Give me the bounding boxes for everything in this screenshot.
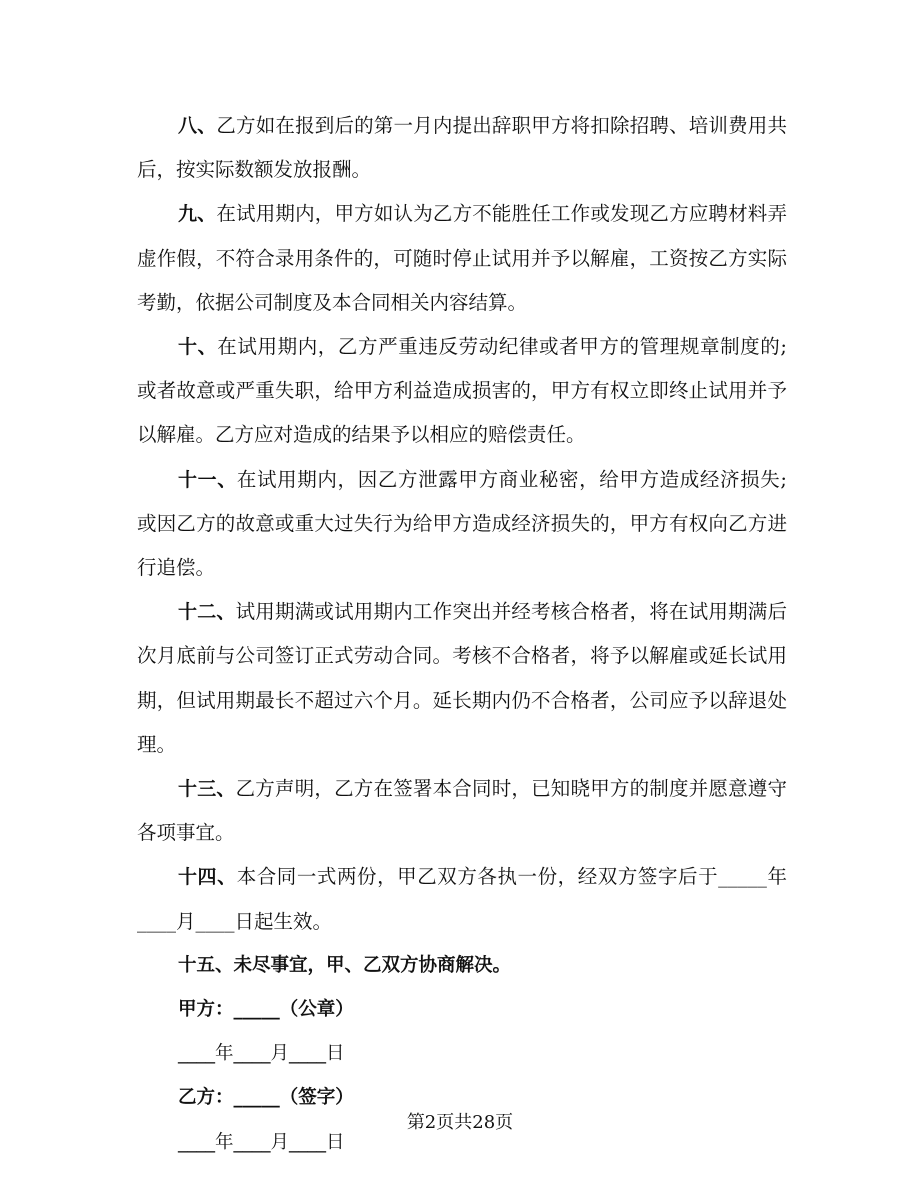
clause-text: 本合同一式两份，甲乙双方各执一份，经双方签字后于_____年____月____日起生效。: [137, 865, 787, 933]
clause-label: 八、: [178, 115, 217, 137]
clause-label: 十一、: [178, 468, 237, 491]
clause-label: 十四、: [178, 866, 237, 889]
clause-text: 在试用期内，乙方严重违反劳动纪律或者甲方的管理规章制度的;或者故意或严重失职，给甲方利益造成损害的，甲方有权立即终止试用并予以解雇。乙方应对造成的结果予以相应的赔偿责任。: [137, 335, 787, 447]
clause-text: 乙方如在报到后的第一月内提出辞职甲方将扣除招聘、培训费用共后，按实际数额发放报酬。: [137, 114, 787, 182]
clause-text: 在试用期内，甲方如认为乙方不能胜任工作或发现乙方应聘材料弄虚作假，不符合录用条件的，可随时停止试用并予以解雇，工资按乙方实际考勤，依据公司制度及本合同相关内容结算。: [137, 202, 787, 314]
clause-14: [137, 855, 787, 943]
clause-11: [137, 458, 787, 591]
clause-8: [137, 104, 787, 192]
clause-label: 十、: [178, 336, 218, 359]
clause-10: [137, 325, 787, 458]
clause-9: [137, 192, 787, 325]
page-number: 第2页共28页: [406, 1112, 514, 1133]
party-a-date: ____年____月____日: [178, 1043, 345, 1065]
clause-text: 试用期满或试用期内工作突出并经考核合格者，将在试用期满后次月底前与公司签订正式劳动合同。考核不合格者，将予以解雇或延长试用期，但试用期最长不超过六个月。延长期内仍不合格者，公司应予以辞退处理。: [137, 600, 787, 756]
party-b-date: ____年____月____日: [178, 1131, 345, 1153]
clause-label: 九、: [178, 203, 217, 226]
clause-text: 在试用期内，因乙方泄露甲方商业秘密，给甲方造成经济损失;或因乙方的故意或重大过失行为给甲方造成经济损失的，甲方有权向乙方进行追偿。: [137, 467, 787, 580]
clause-15: 十五、未尽事宜，甲、乙双方协商解决。: [178, 954, 512, 976]
party-a-signature: 甲方：_____（公章）: [178, 999, 354, 1021]
contract-body: [137, 104, 787, 1165]
clause-label: 十三、: [178, 778, 236, 801]
clause-label: 十二、: [178, 601, 236, 624]
clause-12: [137, 590, 787, 767]
clause-text: 乙方声明，乙方在签署本合同时，已知晓甲方的制度并愿意遵守各项事宜。: [137, 777, 787, 845]
clause-13: [137, 767, 787, 855]
party-b-signature: 乙方：_____（签字）: [178, 1087, 354, 1109]
